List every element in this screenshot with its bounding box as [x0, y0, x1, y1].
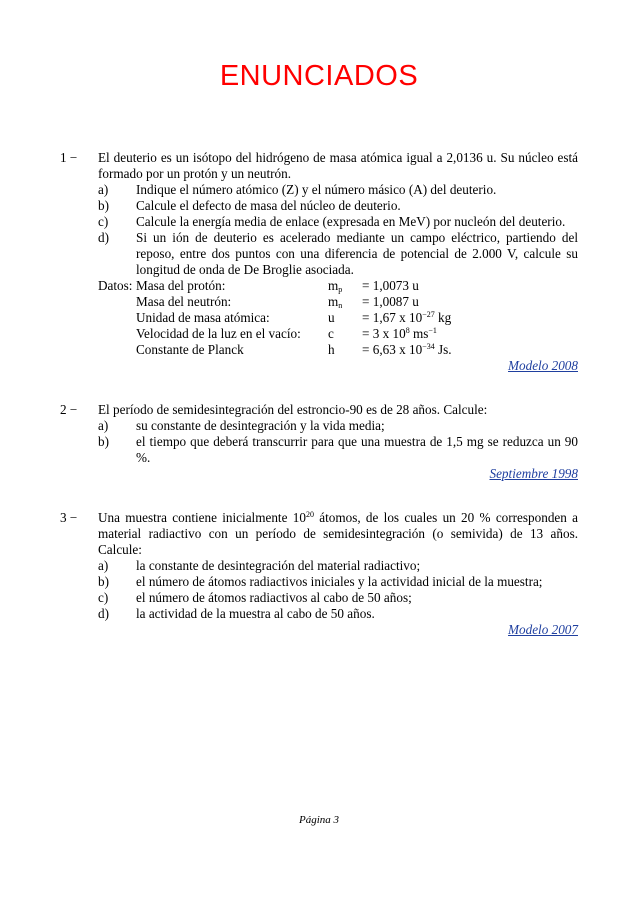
problem-statement: Una muestra contiene inicialmente $10^{20}$ átomos, de los cuales un 20 % corresponden a material radiactivo con un período de semidesintegración (o semivida) de 13 años. Calcule:: [98, 510, 579, 557]
list-item: a) la constante de desintegración del material radiactivo;: [98, 558, 421, 573]
list-item: c) Calcule la energía media de enlace (expresada en MeV) por nucleón del deuterio.: [98, 214, 566, 229]
datos-label: Datos:: [98, 278, 133, 293]
list-item: d) la actividad de la muestra al cabo de 50 años.: [98, 606, 375, 621]
source-link[interactable]: Modelo 2008: [508, 358, 578, 373]
page-footer: Página 3: [298, 814, 340, 826]
source-link[interactable]: Modelo 2007: [508, 622, 578, 637]
list-item: d) Si un ión de deuterio es acelerado mediante un campo eléctrico, partiendo del reposo, entre dos puntos con una diferencia de potencial de 2.000 V, calcule su longitud de onda de De Broglie asociada.: [98, 230, 578, 277]
datos-row: Velocidad de la luz en el vacío: c = 3 x $10^8$ $ms^{-1}$: [136, 326, 437, 341]
datos-row: Constante de Planck h = 6,63 x $10^{-34}$ Js.: [136, 342, 452, 357]
list-item: b) el tiempo que deberá transcurrir para que una muestra de 1,5 mg se reduzca un 90 %.: [98, 434, 578, 465]
list-item: b) el número de átomos radiactivos iniciales y la actividad inicial de la muestra;: [98, 574, 543, 589]
problem-number: 1 −: [60, 150, 78, 165]
datos-row: Masa del neutrón: $m_n$ = 1,0087 u: [136, 294, 419, 310]
list-item: b) Calcule el defecto de masa del núcleo de deuterio.: [98, 198, 401, 213]
problem-number: 3 −: [60, 510, 78, 525]
list-item: a) Indique el número atómico (Z) y el número másico (A) del deuterio.: [98, 182, 497, 197]
page-title: ENUNCIADOS: [219, 60, 419, 92]
source-link[interactable]: Septiembre 1998: [489, 466, 578, 481]
problem-2: [60, 402, 578, 482]
list-item: c) el número de átomos radiactivos al cabo de 50 años;: [98, 590, 412, 605]
problem-3: [60, 510, 578, 638]
problem-number: 2 −: [60, 402, 78, 417]
problem-statement: El período de semidesintegración del estroncio-90 es de 28 años. Calcule:: [98, 402, 488, 417]
datos-row: Unidad de masa atómica: u = 1,67 x $10^{-27}$ kg: [136, 310, 452, 325]
problem-1: [60, 150, 578, 374]
problem-statement: El deuterio es un isótopo del hidrógeno de masa atómica igual a 2,0136 u. Su núcleo está formado por un protón y un neutrón.: [98, 150, 578, 181]
list-item: a) su constante de desintegración y la vida media;: [98, 418, 385, 433]
datos-row: Datos: Masa del protón: $m_p$ = 1,0073 u: [98, 278, 419, 294]
